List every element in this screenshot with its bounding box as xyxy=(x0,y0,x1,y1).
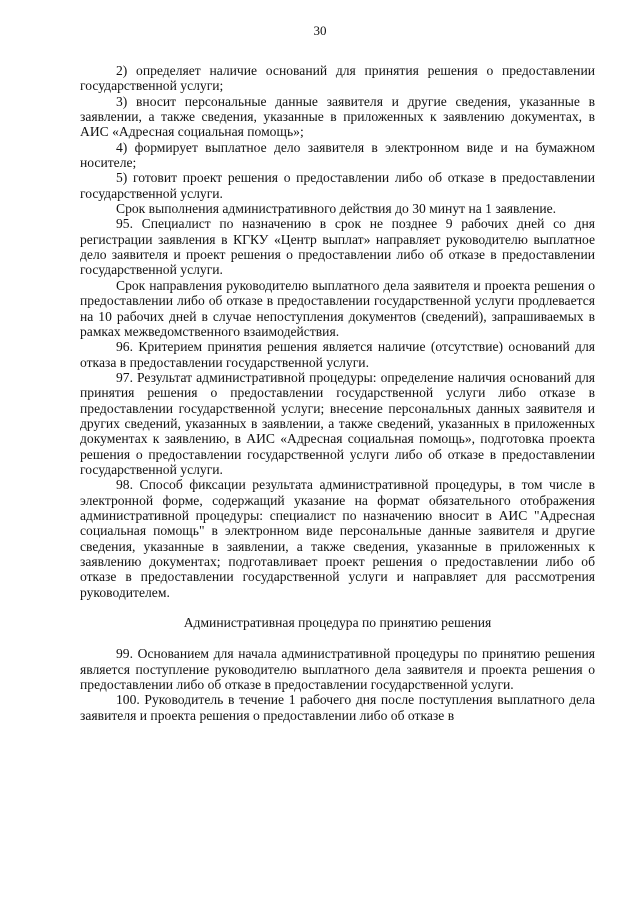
paragraph-action-deadline: Срок выполнения административного действия до 30 минут на 1 заявление. xyxy=(116,201,557,217)
paragraph-97: 97. Результат административной процедуры: определение наличия оснований для принятия решения о предоставлении государственной услуги либо отказе в предоставлении государственной услуги; внесение персональных данных заявителя и других сведений, указанных в заявлении, а также сведений, указанных в приложенных документах к заявлению, в АИС «Адресная социальная помощь», подготовка проекта решения о предоставлении государственной услуги либо об отказе в предоставлении государственной услуги. xyxy=(80,369,595,477)
paragraph-deadline-extension: Срок направления руководителю выплатного дела заявителя и проекта решения о предоставлении либо об отказе в предоставлении государственной услуги продлевается на 10 рабочих дней в случае непоступления документов (сведений), запрашиваемых в рамках межведомственного взаимодействия. xyxy=(80,277,595,339)
paragraph-item-5: 5) готовит проект решения о предоставлении либо об отказе в предоставлении государственной услуги. xyxy=(80,170,595,201)
paragraph-item-2: 2) определяет наличие оснований для принятия решения о предоставлении государственной услуги; xyxy=(80,63,595,94)
document-body xyxy=(80,63,595,723)
paragraph-96: 96. Критерием принятия решения является наличие (отсутствие) оснований для отказа в предоставлении государственной услуги. xyxy=(80,339,595,370)
paragraph-item-4: 4) формирует выплатное дело заявителя в электронном виде и на бумажном носителе; xyxy=(80,139,595,171)
paragraph-95: 95. Специалист по назначению в срок не позднее 9 рабочих дней со дня регистрации заявления в КГКУ «Центр выплат» направляет руководителю выплатное дело заявителя и проект решения о предоставлении либо об отказе в предоставлении государственной услуги. xyxy=(80,216,595,278)
page-number: 30 xyxy=(313,23,327,38)
paragraph-99: 99. Основанием для начала административной процедуры по принятию решения является поступление руководителю выплатного дела заявителя и проекта решения о предоставлении либо об отказе в предоставлении государственной услуги. xyxy=(80,646,595,693)
paragraph-98: 98. Способ фиксации результата административной процедуры, в том числе в электронной форме, содержащий указание на формат обязательного отображения административной процедуры: специалист по назначению вносит в АИС "Адресная социальная помощь" в электронном виде персональные данные заявителя и другие сведения, указанные в заявлении, а также сведения, указанные в приложенных к заявлению документах; подготавливает проект решения о предоставлении либо об отказе в предоставлении государственной услуги и направляет для рассмотрения руководителем. xyxy=(80,477,595,600)
paragraph-item-3: 3) вносит персональные данные заявителя и другие сведения, указанные в заявлении, а также сведения, указанные в приложенных к заявлению документах, в АИС «Адресная социальная помощь»; xyxy=(80,93,595,140)
paragraph-100: 100. Руководитель в течение 1 рабочего дня после поступления выплатного дела заявителя и проекта решения о предоставлении либо об отказе в xyxy=(80,692,595,723)
section-heading: Административная процедура по принятию решения xyxy=(183,615,492,631)
